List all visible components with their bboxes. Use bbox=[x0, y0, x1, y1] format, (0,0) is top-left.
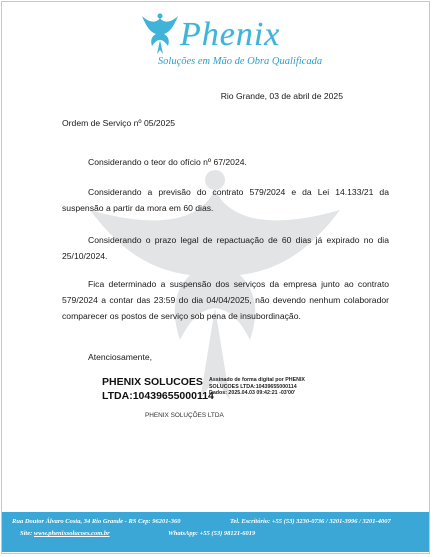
letter-date: Rio Grande, 03 de abril de 2025 bbox=[220, 91, 343, 101]
footer-whatsapp: WhatsApp: +55 (53) 98121-6019 bbox=[168, 530, 256, 537]
website-link[interactable]: www.phenixsolucoes.com.br bbox=[33, 530, 110, 537]
digital-signature-info: Assinado de forma digital por PHENIX SOLUCOES LTDA:10439655000114 Dados: 2025.04.03 09:42:21 -03'00' bbox=[209, 377, 305, 397]
paragraph-2: Considerando a previsão do contrato 579/2024 e da Lei 14.133/21 da suspensão a partir da mora em 60 dias. bbox=[62, 187, 389, 213]
signature-company: PHENIX SOLUÇÕES LTDA bbox=[145, 412, 224, 419]
paragraph-3: Considerando o prazo legal de repactuação de 60 dias já expirado no dia 25/10/2024. bbox=[62, 235, 389, 261]
closing: Atenciosamente, bbox=[88, 352, 153, 362]
paragraph-1: Considerando o teor do ofício nº 67/2024. bbox=[88, 157, 247, 167]
footer-address: Rua Doutor Álvaro Costa, 34 Rio Grande - RS Cep: 96201-360 bbox=[12, 518, 181, 525]
brand-name: Phenix bbox=[180, 16, 281, 53]
paragraph-4: Fica determinado a suspensão dos serviços da empresa junto ao contrato 579/2024 a contar das 23:59 do dia 04/04/2025, não devendo nenhum colaborador comparecer os postos de serviço sob pena de insubordinação. bbox=[62, 279, 389, 321]
footer-phone: Tel. Escritório: +55 (53) 3230-0736 / 3201-3996 / 3201-4007 bbox=[230, 518, 391, 525]
signature-name: PHENIX SOLUCOES LTDA:10439655000114 bbox=[102, 376, 214, 402]
order-number: Ordem de Serviço nº 05/2025 bbox=[62, 118, 176, 128]
phoenix-logo-icon bbox=[138, 10, 182, 58]
footer bbox=[2, 512, 429, 552]
brand-tagline: Soluções em Mão de Obra Qualificada bbox=[157, 56, 323, 67]
company-logo bbox=[110, 6, 340, 72]
footer-site: Site: www.phenixsolucoes.com.br bbox=[20, 530, 110, 537]
